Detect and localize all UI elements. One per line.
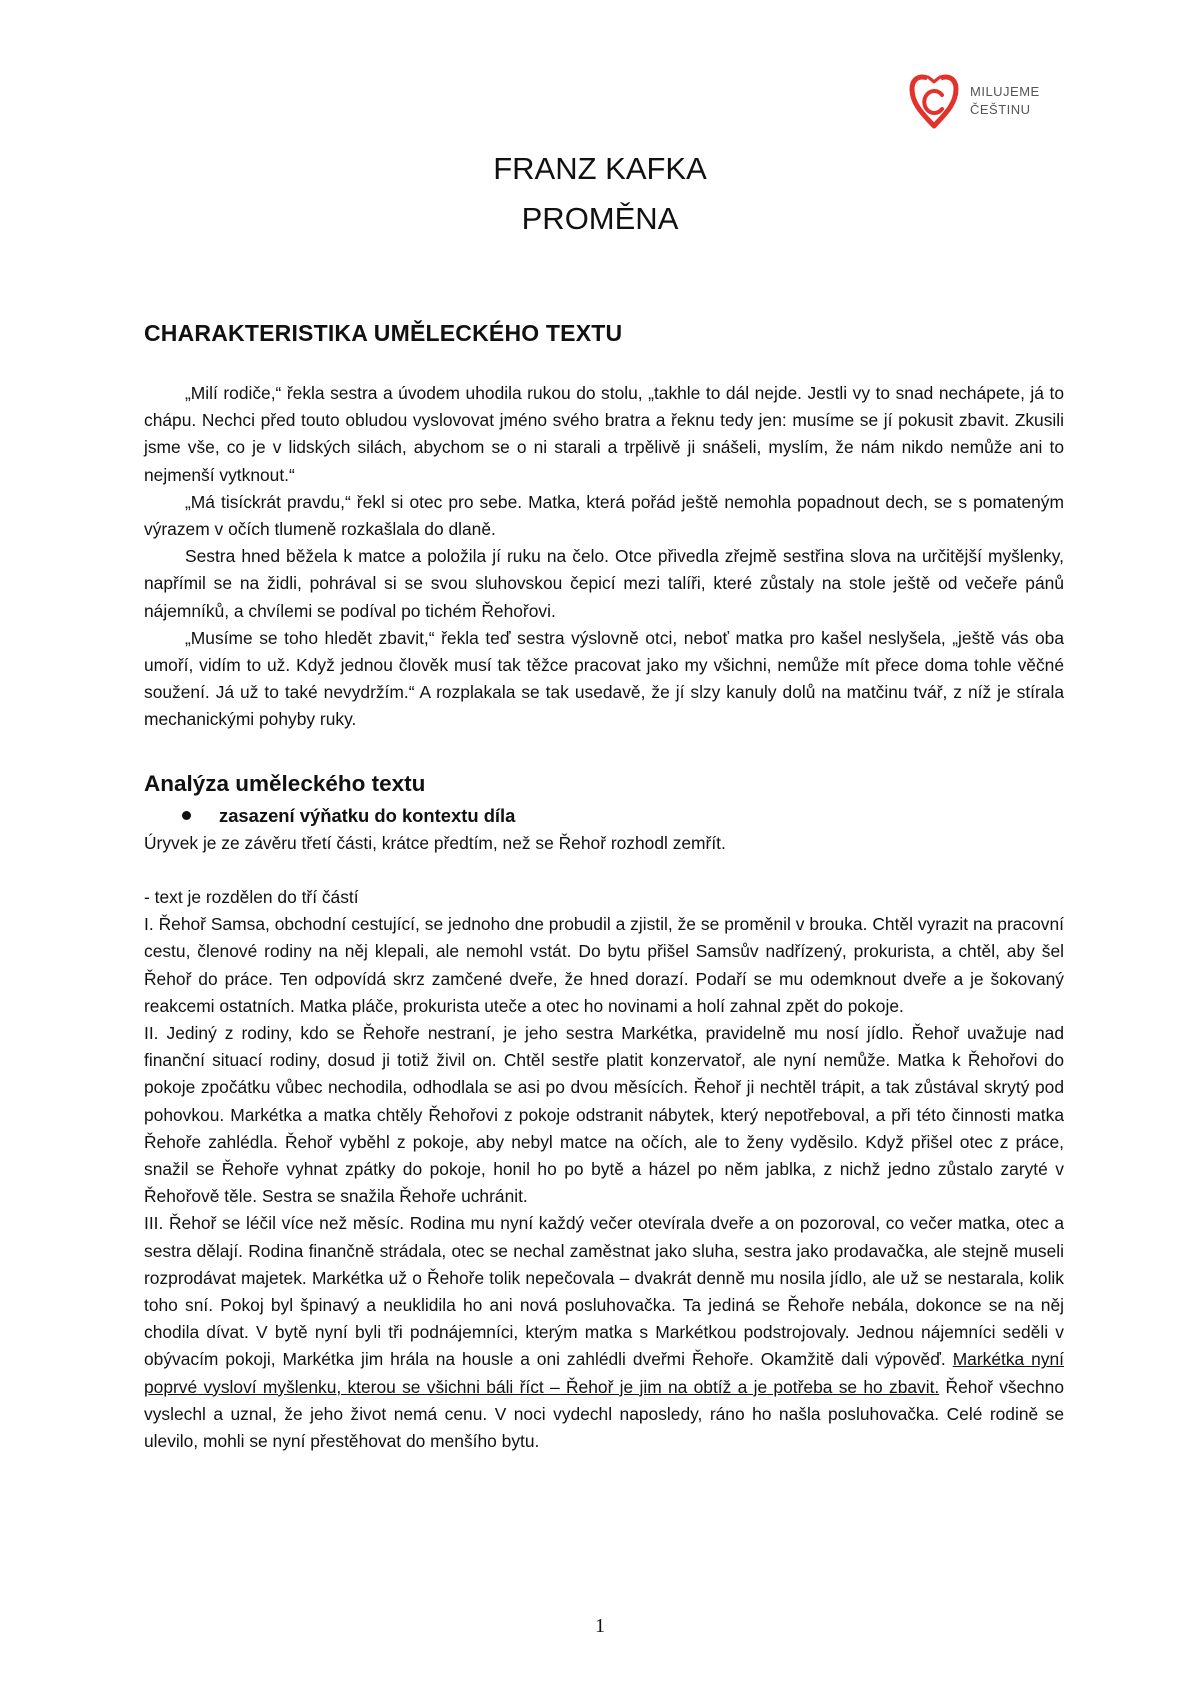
main-content	[144, 316, 1064, 1455]
author-title: FRANZ KAFKA	[493, 151, 707, 186]
page-number: 1	[595, 1615, 605, 1637]
part-3-underlined-sentence: Markétka nyní poprvé vysloví myšlenku, kterou se všichni báli říct – Řehoř je jim na obtíž a je potřeba se ho zbavit.	[144, 1349, 1065, 1397]
bullet-text: zasazení výňatku do kontextu díla	[219, 804, 516, 826]
bullet-item	[182, 802, 1064, 830]
context-line: Úryvek je ze závěru třetí části, krátce předtím, než se Řehoř rozhodl zemřít.	[144, 832, 726, 853]
logo-text-line2: ČEŠTINU	[970, 102, 1031, 117]
part-3-text-b: Řehoř všechno vyslechl a uznal, že jeho život nemá cenu. V noci vydechl naposledy, ráno ho našla posluhovačka. Celé rodině se ulevilo, mohli se nyní přestěhovat do menšího bytu.	[144, 1376, 1064, 1452]
part-3-text-a: III. Řehoř se léčil více než měsíc. Rodina mu nyní každý večer otevírala dveře a on pozoroval, co večer matka, otec a sestra dělají. Rodina finančně strádala, otec se nechal zaměstnat jako sluha, sestra jako prodavačka, ale stejně museli rozprodávat majetek. Markétka už o Řehoře tolik nepečovala – dvakrát denně mu nosila jídlo, ale už se nestarala, kolik toho sní. Pokoj byl špinavý a neuklidila ho ani nová posluhovačka. Ta jediná se Řehoře nebála, dokonce se na něj chodila dívat. V bytě nyní byli tři podnájemníci, kterým matka s Markétkou podstrojovaly. Jednou nájemníci seděli v obývacím pokoji, Markétka jim hrála na housle a oni zahlédli dveřmi Řehoře. Okamžitě dali výpověď.	[144, 1213, 1064, 1370]
work-title: PROMĚNA	[521, 201, 679, 236]
part-3-paragraph	[144, 1210, 1064, 1455]
bullet-dot-icon	[182, 811, 191, 820]
logo	[908, 72, 1040, 130]
excerpt-paragraph-3: Sestra hned běžela k matce a položila jí ruku na čelo. Otce přivedla zřejmě sestřina slova na určitější myšlenky, napřímil se na židli, pohrával si se svou sluhovskou čepicí mezi talíři, které zůstaly na stole ještě od večeře pánů nájemníků, a chvílemi se podíval po tichém Řehořovi.	[144, 546, 1064, 621]
excerpt-paragraph-1: „Milí rodiče,“ řekla sestra a úvodem uhodila rukou do stolu, „takhle to dál nejde. Jestli vy to snad nechápete, já to chápu. Nechci před touto obludou vyslovovat jméno svého bratra a řeknu tedy jen: musíme se jí pokusit zbavit. Zkusili jsme vše, co je v lidských silách, abychom se o ni starali a trpělivě ji snášeli, myslím, že nám nikdo nemůže ani to nejmenší vytknout.“	[144, 383, 1064, 485]
excerpt-paragraph-4: „Musíme se toho hledět zbavit,“ řekla teď sestra výslovně otci, neboť matka pro kašel neslyšela, „ještě vás oba umoří, vidím to už. Když jednou člověk musí tak těžce pracovat jako my všichni, nemůže mít přece doma tohle věčné soužení. Já už to také nevydržím.“ A rozplakala se tak usedavě, že jí slzy kanuly dolů na matčinu tvář, z níž je stírala mechanickými pohyby ruky.	[144, 627, 1064, 730]
logo-text-line1: MILUJEME	[970, 84, 1040, 99]
heart-c-logo-icon	[908, 72, 960, 130]
structure-intro: - text je rozdělen do tří částí	[144, 887, 359, 908]
analysis-heading: Analýza uměleckého textu	[144, 770, 426, 796]
excerpt-paragraph-2: „Má tisíckrát pravdu,“ řekl si otec pro sebe. Matka, která pořád ještě nemohla popadnout dech, se s pomateným výrazem v očích tlumeně rozkašlala do dlaně.	[144, 491, 1064, 540]
section-heading: CHARAKTERISTIKA UMĚLECKÉHO TEXTU	[144, 320, 623, 346]
part-2-paragraph: II. Jediný z rodiny, kdo se Řehoře nestraní, je jeho sestra Markétka, pravidelně mu nosí jídlo. Řehoř uvažuje nad finanční situací rodiny, dosud ji totiž živil on. Chtěl sestře platit konzervatoř, ale nyní nemůže. Matka k Řehořovi do pokoje zpočátku vůbec nechodila, odhodlala se asi po dvou měsících. Řehoř ji nechtěl trápit, a tak zůstával skrytý pod pohovkou. Markétka a matka chtěly Řehořovi z pokoje odstranit nábytek, který nepotřeboval, a při této činnosti matka Řehoře zahlédla. Řehoř vyběhl z pokoje, aby nebyl matce na očích, ale to ženy vyděsilo. Když přišel otec z práce, snažil se Řehoře vyhnat zpátky do pokoje, honil ho po bytě a házel po něm jablka, z nichž jedno zůstalo zaryté v Řehořově těle. Sestra se snažila Řehoře uchránit.	[144, 1023, 1064, 1207]
part-1-paragraph: I. Řehoř Samsa, obchodní cestující, se jednoho dne probudil a zjistil, že se proměnil v brouka. Chtěl vyrazit na pracovní cestu, členové rodiny na něj klepali, ale nemohl vstát. Do bytu přišel Samsův nadřízený, prokurista, a chtěl, aby šel Řehoř do práce. Ten odpovídá skrz zamčené dveře, že hned dorazí. Podaří se mu odemknout dveře a je šokovaný reakcemi ostatních. Matka pláče, prokurista uteče a otec ho novinami a holí zahnal zpět do pokoje.	[144, 914, 1064, 1016]
